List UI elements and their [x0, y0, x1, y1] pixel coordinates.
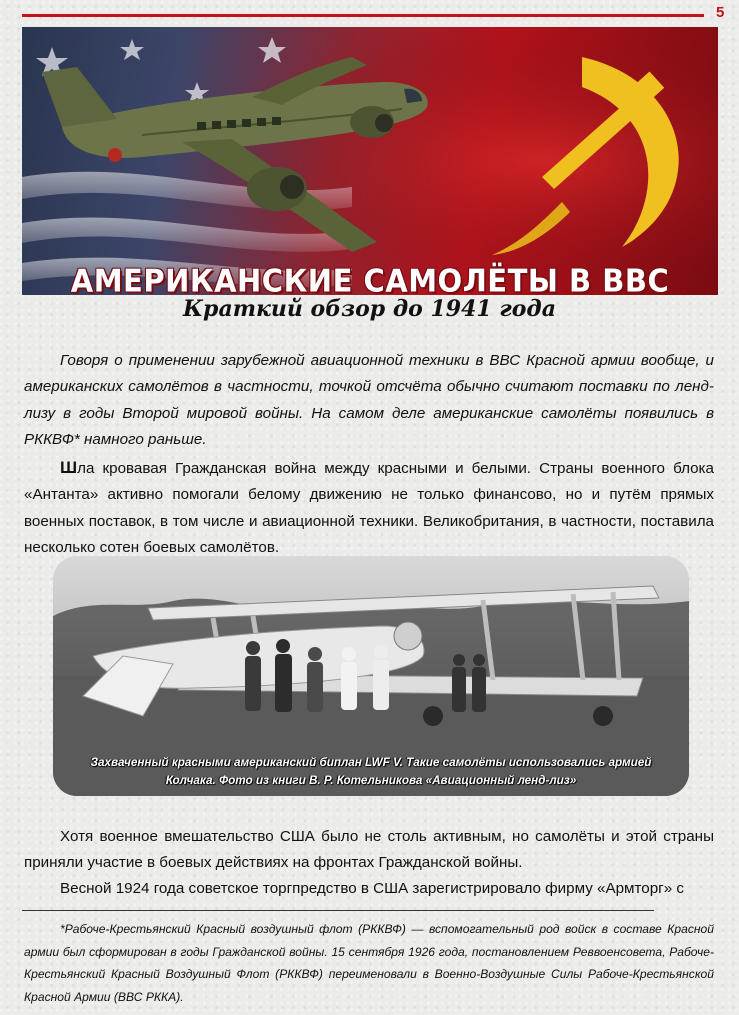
- photo-caption: [53, 754, 689, 790]
- banner-title: АМЕРИКАНСКИЕ САМОЛЁТЫ В ВВС: [70, 262, 670, 295]
- intro-paragraph-text: Говоря о применении зарубежной авиационной техники в ВВС Красной армии вообще, и американских самолётов в частности, точкой отсчёта обычно считают поставки по ленд-лизу в годы Второй мировой войны. На самом деле американские самолёты появились в РККВФ* намного раньше.: [24, 352, 714, 448]
- photo-caption-line1: Захваченный красными американский биплан LWF V. Такие самолёты использовались армией: [90, 756, 652, 769]
- article-subtitle: Краткий обзор до 1941 года: [183, 296, 556, 322]
- intro-paragraph: [24, 348, 714, 453]
- body-paragraph-text: Хотя военное вмешательство США было не столь активным, но самолёты и этой страны приняли участие в боевых действиях на фронтах Гражданской войны.: [24, 828, 714, 872]
- page-number: 5: [716, 4, 725, 21]
- body-paragraph: [24, 824, 714, 877]
- body-paragraph-text: Весной 1924 года советское торгпредство в США зарегистрировало фирму «Армторг» с: [60, 880, 684, 897]
- footnote: [24, 918, 714, 1008]
- body-paragraph: [24, 876, 714, 902]
- footnote-divider: [22, 910, 654, 911]
- header-banner: [22, 27, 718, 295]
- banner-artwork: [22, 27, 718, 295]
- footnote-text: *Рабоче-Крестьянский Красный воздушный флот (РККВФ) — вспомогательный род войск в составе Красной армии был сформирован в годы Гражданской войны. 15 сентября 1926 года, постановлением Реввоенсовета, Рабоче-Крестьянский Красный Воздушный Флот (РККВФ) переименовали в Военно-Воздушные Силы Рабоче-Крестьянской Красной Армии (ВВС РККА).: [24, 922, 714, 1004]
- top-accent-rule: [22, 14, 704, 17]
- photo-caption-line2: Колчака. Фото из книги В. Р. Котельникова «Авиационный ленд-лиз»: [165, 774, 577, 787]
- drop-cap: Ш: [60, 458, 78, 477]
- body-paragraph: [24, 455, 714, 561]
- biplane-photo: [53, 556, 689, 796]
- body-paragraph-text: ла кровавая Гражданская война между красными и белыми. Страны военного блока «Антанта» активно помогали белому движению не только финансово, но и путём прямых военных поставок, в том числе и авиационной техники. Великобритания, в частности, поставила несколько сотен боевых самолётов.: [24, 460, 714, 556]
